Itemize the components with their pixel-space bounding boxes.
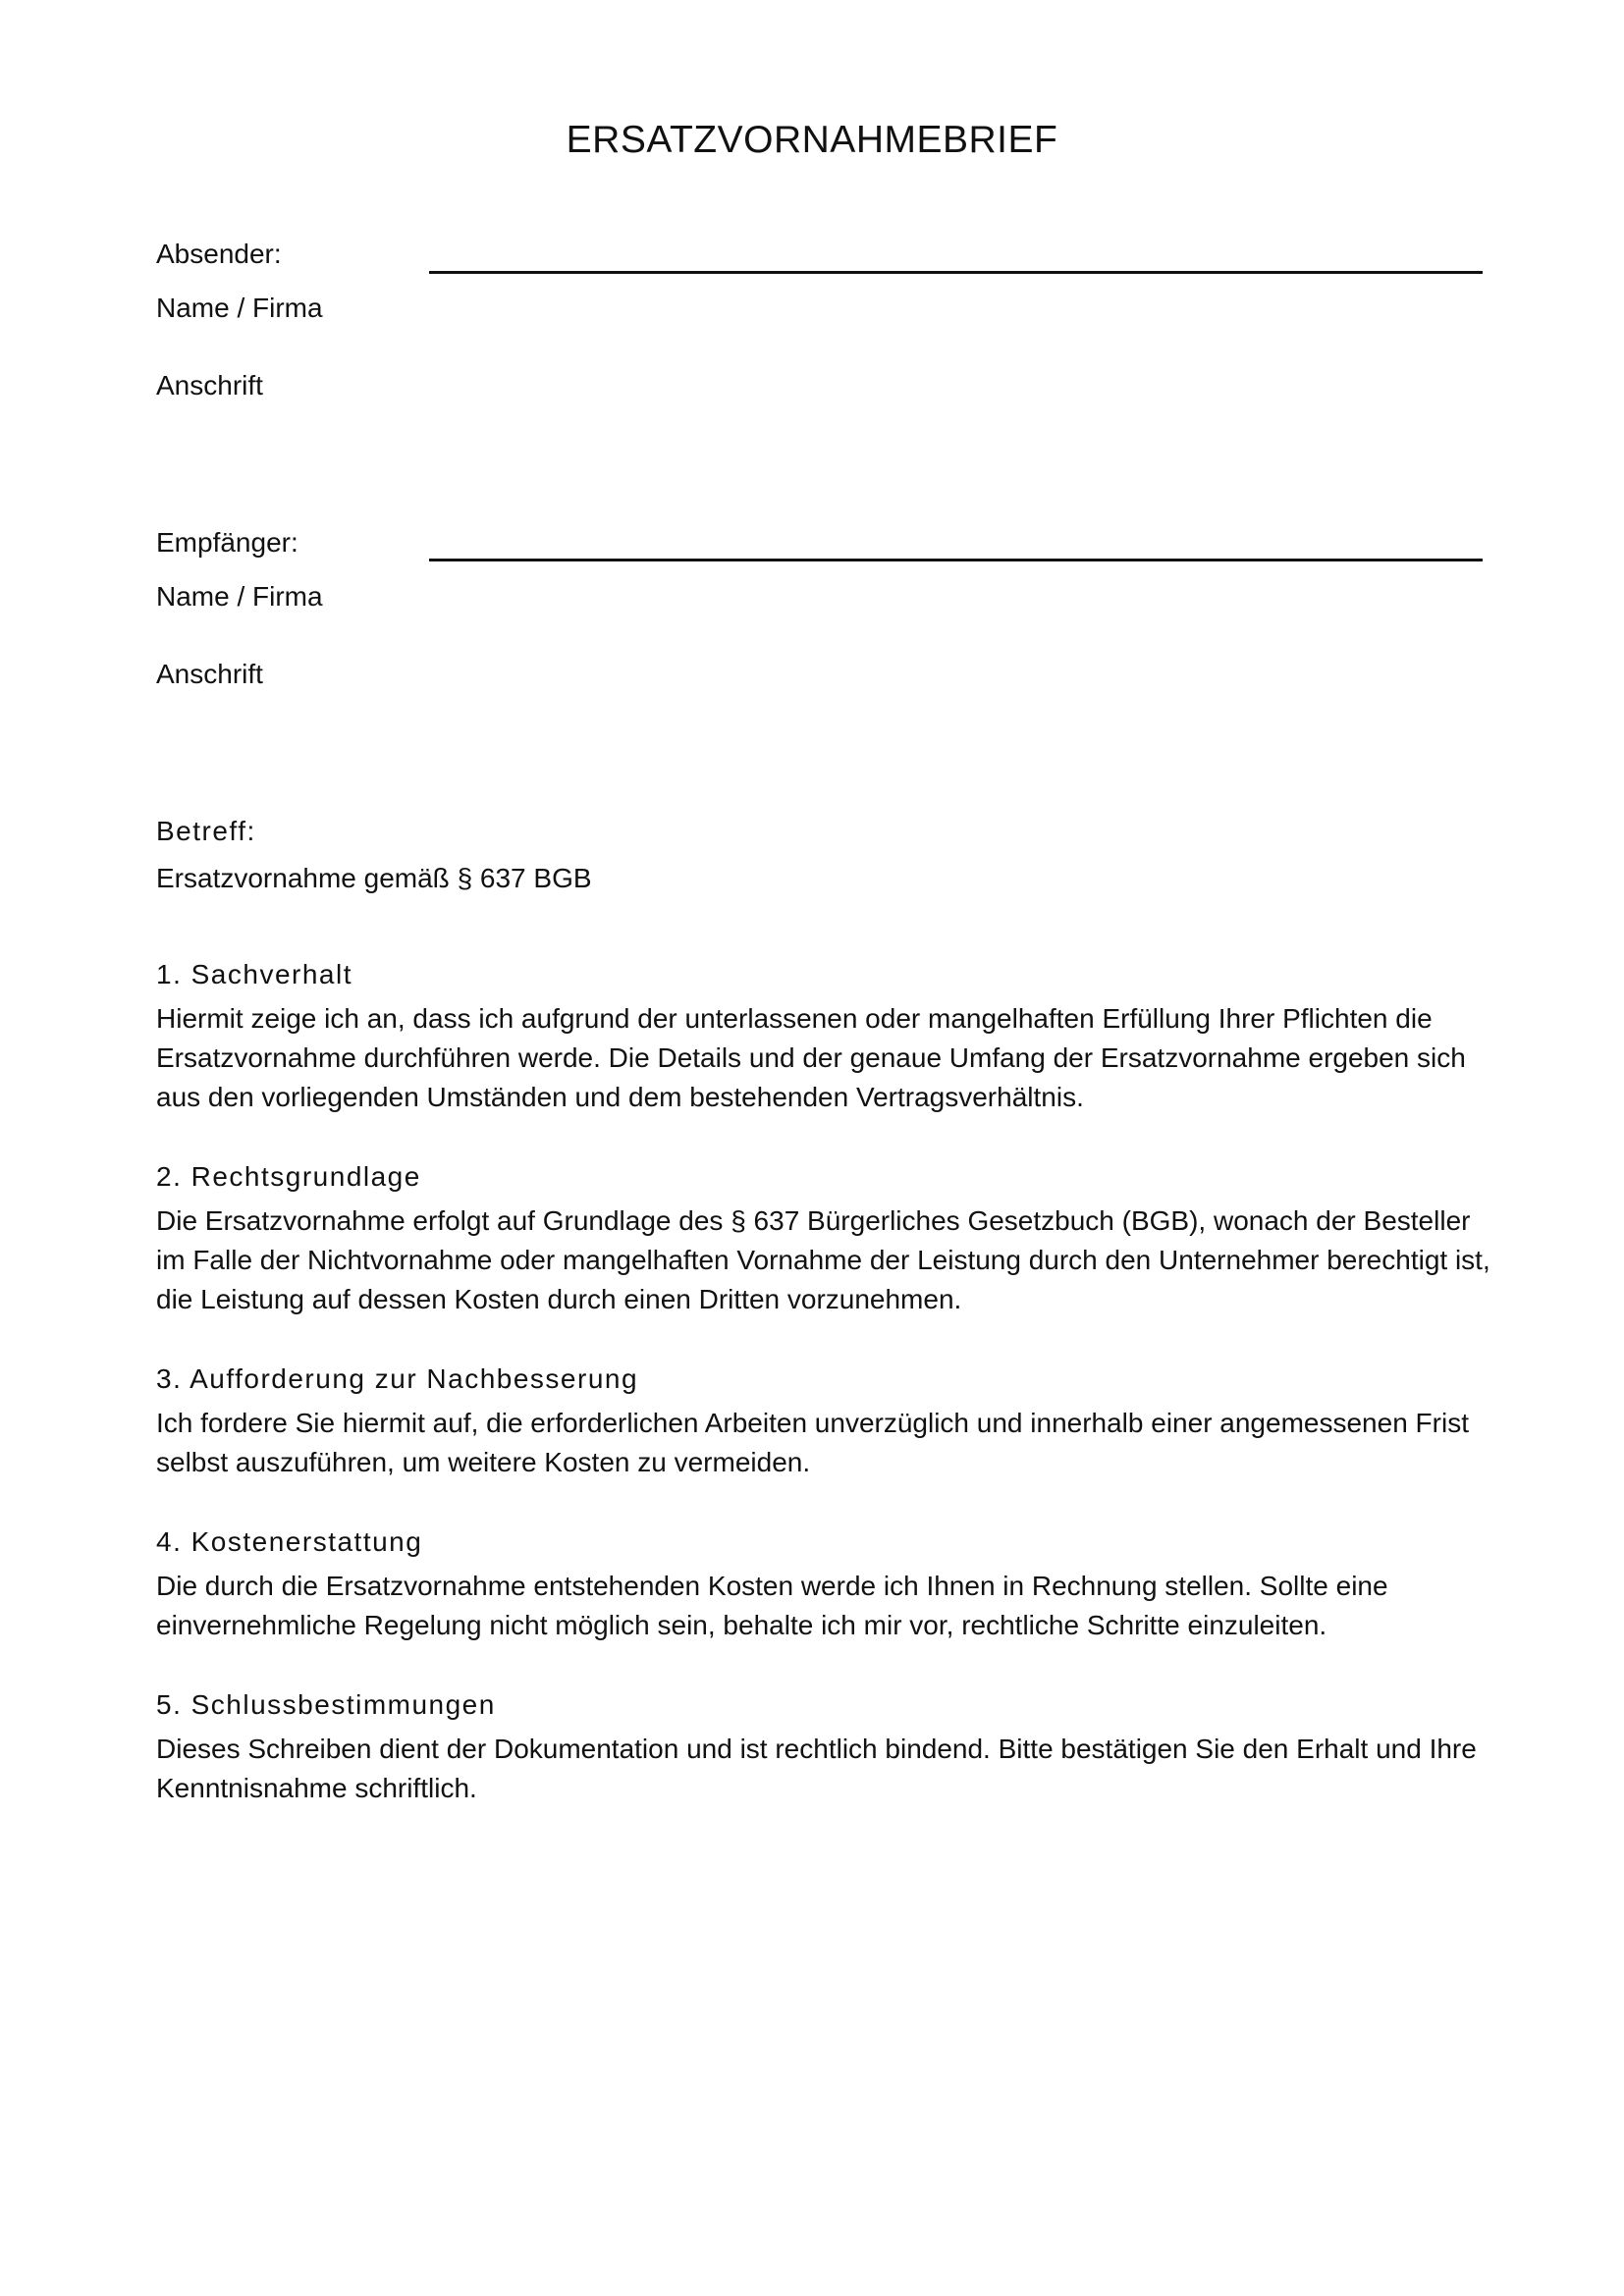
section-body-schlussbestimmungen: Dieses Schreiben dient der Dokumentation und ist rechtlich bindend. Bitte bestätigen Sie den Erhalt und Ihre Kenntnisnahme schriftlich. — [156, 1734, 1477, 1803]
section-body-sachverhalt: Hiermit zeige ich an, dass ich aufgrund der unterlassenen oder mangelhaften Erfüllung Ihrer Pflichten die Ersatzvornahme durchführen werde. Die Details und der genaue Umfang der Ersatzvornahme ergeben sich aus den vorliegenden Umständen und dem bestehenden Vertragsverhältnis. — [156, 1003, 1466, 1112]
sender-heading: Absender: — [156, 239, 282, 269]
section-heading-sachverhalt: 1. Sachverhalt — [156, 959, 352, 989]
section-body-aufforderung: Ich fordere Sie hiermit auf, die erforderlichen Arbeiten unverzüglich und innerhalb einer angemessenen Frist selbst auszuführen, um weitere Kosten zu vermeiden. — [156, 1408, 1469, 1477]
recipient-address-label: Anschrift — [156, 659, 263, 689]
section-body-kostenerstattung: Die durch die Ersatzvornahme entstehenden Kosten werde ich Ihnen in Rechnung stellen. Sollte eine einvernehmliche Regelung nicht möglich sein, behalte ich mir vor, rechtliche Schritte einzuleiten. — [156, 1571, 1388, 1640]
section-heading-aufforderung: 3. Aufforderung zur Nachbesserung — [156, 1363, 639, 1394]
subject-text: Ersatzvornahme gemäß § 637 BGB — [156, 863, 592, 893]
document-title: ERSATZVORNAHMEBRIEF — [566, 119, 1058, 161]
sender-name-label: Name / Firma — [156, 293, 323, 323]
recipient-signature-line[interactable] — [429, 559, 1483, 561]
sender-signature-line[interactable] — [429, 271, 1483, 274]
sender-address-label: Anschrift — [156, 370, 263, 400]
section-heading-kostenerstattung: 4. Kostenerstattung — [156, 1526, 423, 1557]
section-body-rechtsgrundlage: Die Ersatzvornahme erfolgt auf Grundlage des § 637 Bürgerliches Gesetzbuch (BGB), wonach der Besteller im Falle der Nichtvornahme oder mangelhaften Vornahme der Leistung durch den Unternehmer berechtigt ist, die Leistung auf dessen Kosten durch einen Dritten vorzunehmen. — [156, 1205, 1490, 1314]
subject-heading: Betreff: — [156, 816, 256, 846]
recipient-heading: Empfänger: — [156, 527, 298, 558]
section-heading-rechtsgrundlage: 2. Rechtsgrundlage — [156, 1161, 421, 1192]
recipient-name-label: Name / Firma — [156, 581, 323, 612]
section-heading-schlussbestimmungen: 5. Schlussbestimmungen — [156, 1689, 496, 1720]
